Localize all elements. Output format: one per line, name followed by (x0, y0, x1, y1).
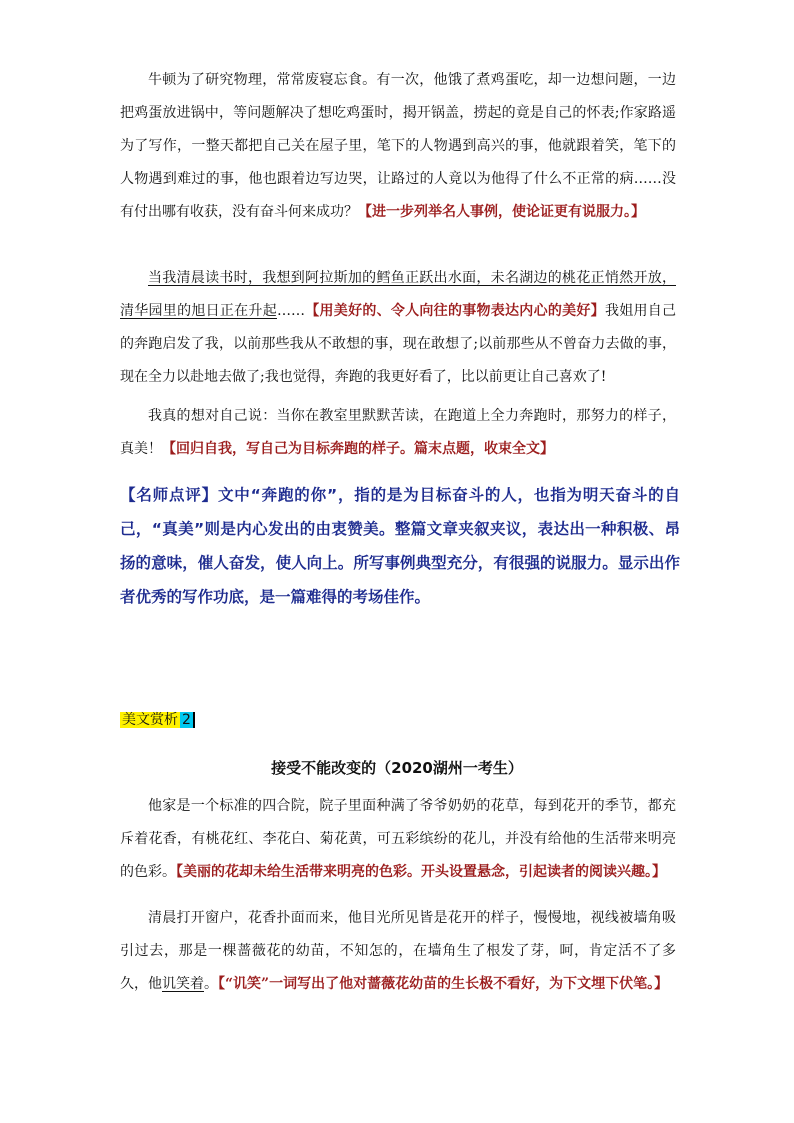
annotation-note: 【用美好的、令人向往的事物表达内心的美好】 (304, 303, 605, 319)
paragraph-text: 我真的想对自己说：当你在教室里默默苦读，在跑道上全力奔跑时，那努力的样子，真美！ (120, 408, 676, 457)
paragraph-conclusion (120, 400, 676, 466)
review-text: 文中“奔跑的你”，指的是为目标奋斗的人，也指为明天奋斗的自己，“真美”则是内心发出的由衷赞美。整篇文章夹叙夹议，表达出一种积极、昂扬的意味，催人奋发，使人向上。所写事例典型充分，有很强的说服力。显示出作者优秀的写作功底，是一篇难得的考场佳作。 (120, 486, 680, 606)
essay-paragraph-courtyard (120, 790, 676, 889)
paragraph-text: 清晨打开窗户，花香扑面而来，他目光所见皆是花开的样子，慢慢地，视线被墙角吸引过去，那是一棵蔷薇花的幼苗，不知怎的，在墙角生了根发了芽，呵，肯定活不了多久，他 (120, 910, 676, 992)
section-tag-label: 美文赏析 (122, 712, 178, 728)
punctuation: 。 (204, 976, 218, 992)
annotation-note: 【回归自我，写自己为目标奔跑的样子。篇末点题，收束全文】 (162, 441, 554, 457)
section-tag-number: 2 (180, 712, 195, 728)
annotation-note: 【进一步列举名人事例，使论证更有说服力。】 (358, 204, 645, 220)
section-tag (120, 708, 195, 732)
paragraph-newton (120, 64, 676, 229)
annotation-note: 【美丽的花却未给生活带来明亮的色彩。开头设置悬念，引起读者的阅读兴趣。】 (176, 864, 666, 880)
teacher-review (120, 478, 680, 614)
essay-title: 接受不能改变的（2020湖州一考生） (271, 759, 523, 777)
paragraph-text: 我姐用自己的奔跑启发了我，以前那些我从不敢想的事，现在敢想了;以前那些从不曾奋力去做的事，现在全力以赴地去做了;我也觉得，奔跑的我更好看了，比以前更让自己喜欢了! (120, 303, 677, 385)
underlined-word: 讥笑着 (162, 976, 204, 992)
underlined-sentence: 当我清晨读书时，我想到阿拉斯加的鳕鱼正跃出水面，未名湖边的桃花正悄然开放，清华园里的旭日正在升起 (120, 270, 676, 319)
essay-paragraph-window (120, 902, 676, 1001)
paragraph-morning-reading (120, 262, 676, 394)
paragraph-text: 牛顿为了研究物理，常常废寝忘食。有一次，他饿了煮鸡蛋吃，却一边想问题，一边把鸡蛋放进锅中，等问题解决了想吃鸡蛋时，揭开锅盖，捞起的竟是自己的怀表;作家路遥为了写作，一整天都把自己关在屋子里，笔下的人物遇到高兴的事，他就跟着笑，笔下的人物遇到难过的事，他也跟着边写边哭，让路过的人竟以为他得了什么不正常的病……没有付出哪有收获，没有奋斗何来成功？ (120, 72, 676, 220)
review-label: 【名师点评】 (120, 486, 218, 504)
ellipsis: …… (276, 303, 305, 319)
annotation-note: 【“讥笑”一词写出了他对蔷薇花幼苗的生长极不看好，为下文埋下伏笔。】 (218, 976, 669, 992)
paragraph-text: 他家是一个标准的四合院，院子里面种满了爷爷奶奶的花草，每到花开的季节，都充斥着花香，有桃花红、李花白、菊花黄，可五彩缤纷的花儿，并没有给他的生活带来明亮的色彩。 (120, 798, 676, 880)
